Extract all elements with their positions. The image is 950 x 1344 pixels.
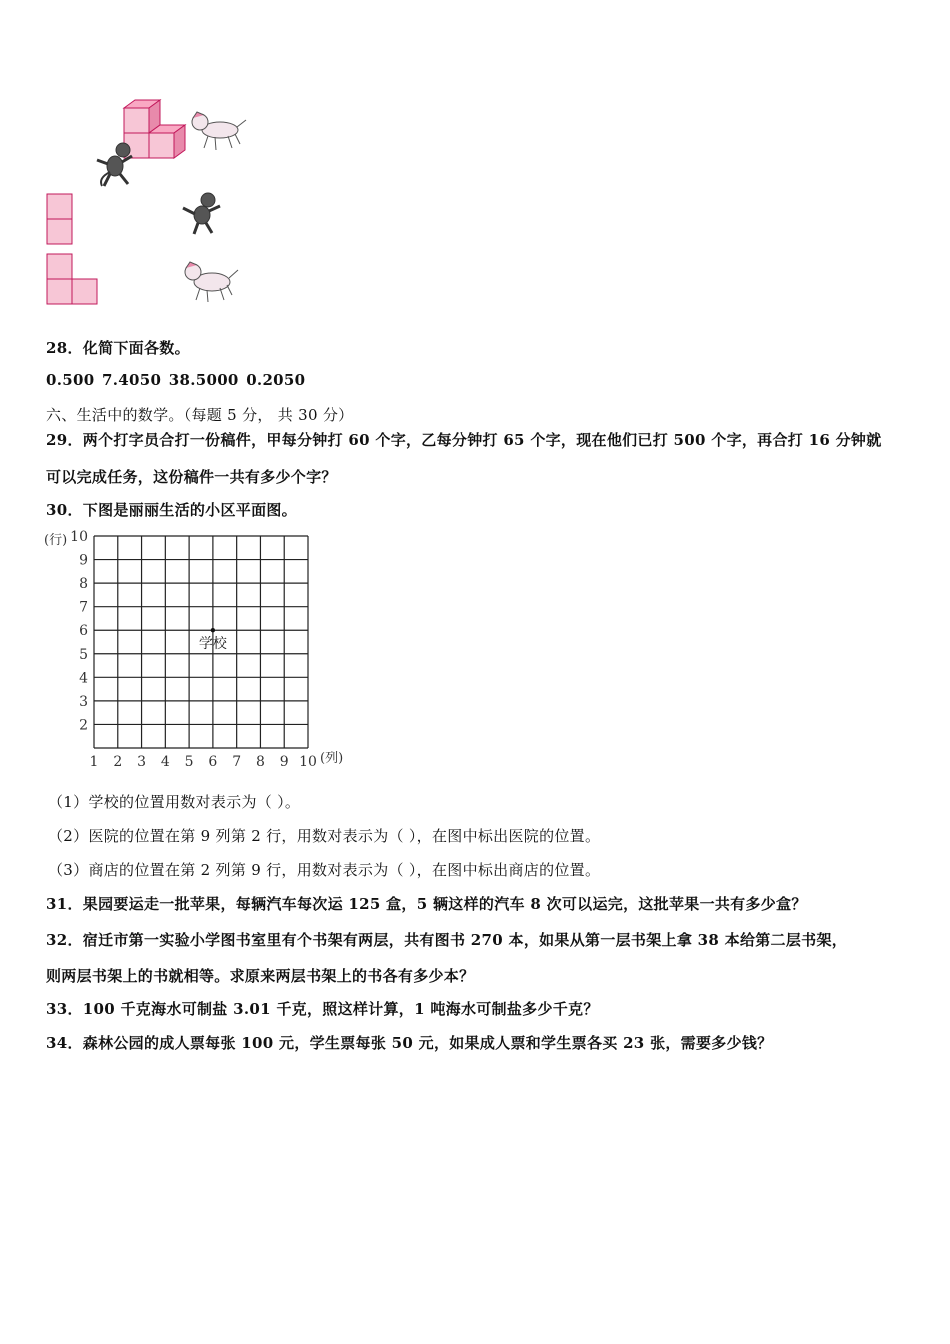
col-label: 9 bbox=[279, 754, 289, 770]
col-label: 4 bbox=[160, 754, 170, 770]
row-label: 2 bbox=[79, 717, 88, 734]
view-vertical-two-cubes bbox=[47, 194, 72, 244]
col-label: 5 bbox=[184, 754, 194, 770]
col-label: 8 bbox=[255, 754, 265, 770]
community-grid-map bbox=[40, 528, 360, 778]
q28-title: 28．化简下面各数。 bbox=[46, 339, 190, 357]
row-unit-label: (行) bbox=[44, 533, 68, 548]
q29-line1: 29．两个打字员合打一份稿件，甲每分钟打 60 个字，乙每分钟打 65 个字，现在他们已打 500 个字，再合打 16 分钟就 bbox=[46, 431, 882, 449]
row-label: 8 bbox=[79, 576, 88, 593]
monkey-icon bbox=[183, 193, 220, 234]
row-label: 6 bbox=[79, 623, 88, 640]
q32-line2: 则两层书架上的书就相等。求原来两层书架上的书各有多少本？ bbox=[46, 967, 475, 985]
q34: 34．森林公园的成人票每张 100 元，学生票每张 50 元，如果成人票和学生票各买 23 张，需要多少钱？ bbox=[46, 1034, 773, 1052]
q30-sub1: （1）学校的位置用数对表示为（ ）。 bbox=[48, 793, 301, 811]
q30-sub3: （3）商店的位置在第 2 列第 9 行，用数对表示为（ ），在图中标出商店的位置。 bbox=[48, 861, 601, 879]
row-label: 10 bbox=[70, 529, 88, 545]
q29-line2: 可以完成任务，这份稿件一共有多少个字？ bbox=[46, 468, 337, 486]
school-label: 学校 bbox=[198, 636, 227, 653]
row-label: 9 bbox=[79, 552, 88, 569]
cube-figure bbox=[40, 90, 270, 310]
col-label: 1 bbox=[89, 754, 99, 770]
view-l-shape bbox=[47, 254, 97, 304]
q31: 31．果园要运走一批苹果，每辆汽车每次运 125 盒，5 辆这样的汽车 8 次可以运完，这批苹果一共有多少盒？ bbox=[46, 895, 807, 913]
q32-line1: 32．宿迁市第一实验小学图书室里有个书架有两层，共有图书 270 本，如果从第一层书架上拿 38 本给第二层书架， bbox=[46, 931, 848, 949]
q30-title: 30．下图是丽丽生活的小区平面图。 bbox=[46, 501, 297, 519]
col-label: 10 bbox=[299, 754, 317, 770]
row-label: 7 bbox=[79, 599, 88, 616]
q30-sub2: （2）医院的位置在第 9 列第 2 行，用数对表示为（ ），在图中标出医院的位置。 bbox=[48, 827, 601, 845]
row-label: 4 bbox=[79, 670, 88, 687]
col-label: 3 bbox=[137, 754, 147, 770]
cube-stack-3d bbox=[124, 100, 185, 158]
col-label: 6 bbox=[208, 754, 218, 770]
col-label: 7 bbox=[232, 754, 242, 770]
section-six-heading: 六、生活中的数学。（每题 5 分， 共 30 分） bbox=[46, 406, 354, 424]
col-labels bbox=[90, 754, 317, 770]
monkey-icon bbox=[97, 143, 132, 186]
dog-icon bbox=[185, 262, 238, 302]
col-unit-label: (列) bbox=[320, 751, 344, 766]
q28-numbers: 0.500 7.4050 38.5000 0.2050 bbox=[46, 371, 306, 389]
q33: 33．100 千克海水可制盐 3.01 千克，照这样计算，1 吨海水可制盐多少千克？ bbox=[46, 1000, 599, 1018]
school-point-marker bbox=[211, 628, 215, 632]
dog-icon bbox=[192, 112, 246, 150]
row-label: 3 bbox=[79, 693, 88, 710]
row-labels bbox=[70, 529, 88, 733]
row-label: 5 bbox=[79, 646, 88, 663]
col-label: 2 bbox=[113, 754, 123, 770]
